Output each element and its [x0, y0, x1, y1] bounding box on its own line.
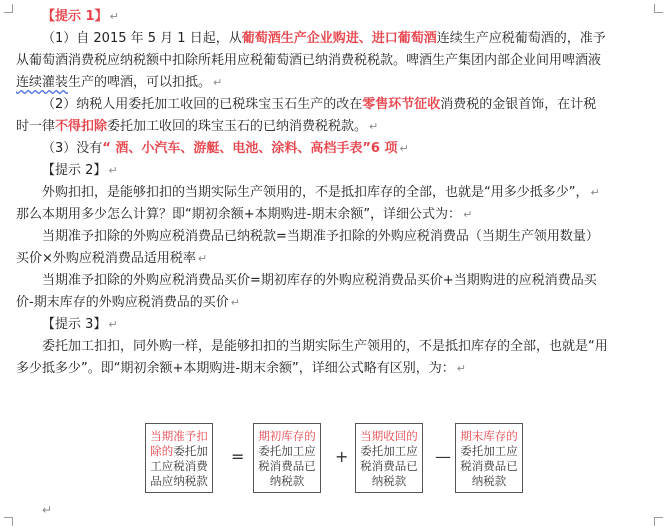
tip1-item2-line2: [16, 116, 656, 138]
tip1-item3-line: [16, 138, 656, 160]
formula-box-deductible-tax: [145, 423, 213, 493]
text-span: 生产的啤酒，可以扣抵。: [68, 75, 212, 90]
tip2-header: 【提示 2】: [42, 163, 107, 178]
highlight-text: 除的: [150, 444, 174, 458]
box-line: 税消费品已: [460, 459, 518, 473]
box-line: [146, 444, 212, 459]
highlight-text: 不得扣除: [55, 119, 108, 134]
tip1-header: 【提示 1】: [42, 9, 108, 24]
box-line: 委托加工应: [258, 444, 316, 458]
minus-operator: —: [435, 447, 451, 466]
box-line: 纳税款: [471, 474, 507, 488]
highlight-text: 葡萄酒生产企业购进、进口葡萄酒: [241, 31, 437, 46]
box-line: 工应税消费: [150, 459, 208, 473]
text-span: 那么本期用多少怎么计算？即“期初余额+本期购进-期末余额”，详细公式为：: [16, 207, 462, 222]
text-span: 时一律: [16, 119, 56, 134]
tip2-header-line: [16, 160, 656, 182]
box-line: 委托加工应: [460, 444, 518, 458]
text-span: 委托加: [173, 444, 208, 458]
text-span: 价-期末库存的外购应税消费品的买价: [16, 295, 229, 310]
formula-box-received: [355, 423, 423, 493]
tip2-line6: [16, 292, 656, 314]
text-span: （3）没有: [42, 141, 103, 156]
tip2-line5: [16, 270, 656, 292]
paragraph-mark-icon: ↵: [399, 142, 409, 155]
box-line: 期末库存的: [460, 429, 518, 443]
highlight-text: “ 酒、小汽车、游艇、电池、涂料、高档手表”6 项: [102, 141, 398, 156]
formula-box-opening-stock: [253, 423, 321, 493]
box-line: 品应纳税款: [150, 474, 208, 488]
text-span: 当期准予扣除的外购应税消费品买价=期初库存的外购应税消费品买价+当期购进的应税消费品买: [42, 273, 597, 288]
text-span: 委托加工收回的珠宝玉石的已纳消费税税款。: [107, 119, 368, 134]
tip3-header-line: [16, 314, 656, 336]
paragraph-mark-icon: ↵: [197, 252, 208, 265]
text-span: 当期准予扣除的外购应税消费品已纳税款=当期准予扣除的外购应税消费品（当期生产领用数量）: [42, 229, 599, 244]
page-corner-mark: [4, 517, 13, 526]
box-line: 当期准予扣: [150, 429, 208, 443]
plus-operator: +: [335, 447, 349, 466]
box-line: 纳税款: [371, 474, 407, 488]
tip2-line4: [16, 248, 656, 270]
page-corner-mark: [654, 517, 663, 526]
tip1-item1-line2: [16, 50, 656, 72]
spellcheck-underlined-text: 连续灌装: [16, 75, 69, 90]
tip3-header: 【提示 3】: [42, 317, 107, 332]
tip1-header-line: [16, 6, 656, 28]
paragraph-mark-icon: ↵: [456, 362, 467, 375]
paragraph-mark-icon: ↵: [42, 503, 53, 517]
tip3-line2: [16, 358, 656, 380]
tip1-item1-line1: [16, 28, 656, 50]
tip3-line1: [16, 336, 656, 358]
box-line: 税消费品已: [258, 459, 316, 473]
box-line: 税消费品已: [360, 459, 418, 473]
highlight-text: 零售环节征收: [362, 97, 441, 112]
paragraph-mark-icon: ↵: [108, 164, 118, 177]
formula-box-closing-stock: [455, 423, 523, 493]
text-span: 买价×外购应税消费品适用税率: [16, 251, 196, 266]
tip2-line3: [16, 226, 656, 248]
box-line: 委托加工应: [360, 444, 418, 458]
text-span: 委托加工扣扣，同外购一样，是能够扣扣的当期实际生产领用的，不是抵扣库存的全部，也就是“用: [42, 339, 608, 354]
paragraph-mark-icon: ↵: [590, 186, 600, 199]
text-span: （2）纳税人用委托加工收回的已税珠宝玉石生产的改在: [42, 97, 363, 112]
tip2-line1: [16, 182, 656, 204]
text-span: 连续生产应税葡萄酒的，准予: [436, 31, 606, 46]
tip2-line2: [16, 204, 656, 226]
paragraph-mark-icon: ↵: [463, 208, 473, 221]
tip1-item2-line1: [16, 94, 656, 116]
text-span: 外购扣扣，是能够扣扣的当期实际生产领用的，不是抵扣库存的全部，也就是“用多少抵多少”，: [42, 185, 589, 200]
paragraph-mark-icon: ↵: [230, 296, 240, 309]
page-corner-mark: [4, 4, 13, 13]
paragraph-mark-icon: ↵: [369, 120, 379, 133]
text-span: 消费税的金银首饰，在计税: [440, 97, 597, 112]
document-body: [16, 6, 656, 380]
text-span: 从葡萄酒消费税应纳税额中扣除所耗用应税葡萄酒已纳消费税税款。啤酒生产集团内部企业间用啤酒液: [16, 53, 602, 68]
equals-operator: =: [231, 447, 245, 466]
text-span: 多少抵多少”。即“期初余额+本期购进-期末余额”，详细公式略有区别，为：: [16, 361, 455, 376]
paragraph-mark-icon: ↵: [108, 318, 118, 331]
formula-diagram: [145, 423, 537, 495]
box-line: 当期收回的: [360, 429, 418, 443]
paragraph-mark-icon: ↵: [109, 10, 119, 23]
text-span: （1）自 2015 年 5 月 1 日起，从: [42, 31, 242, 46]
paragraph-mark-icon: ↵: [213, 76, 223, 89]
box-line: 纳税款: [269, 474, 305, 488]
tip1-item1-line3: [16, 72, 656, 94]
box-line: 期初库存的: [258, 429, 316, 443]
